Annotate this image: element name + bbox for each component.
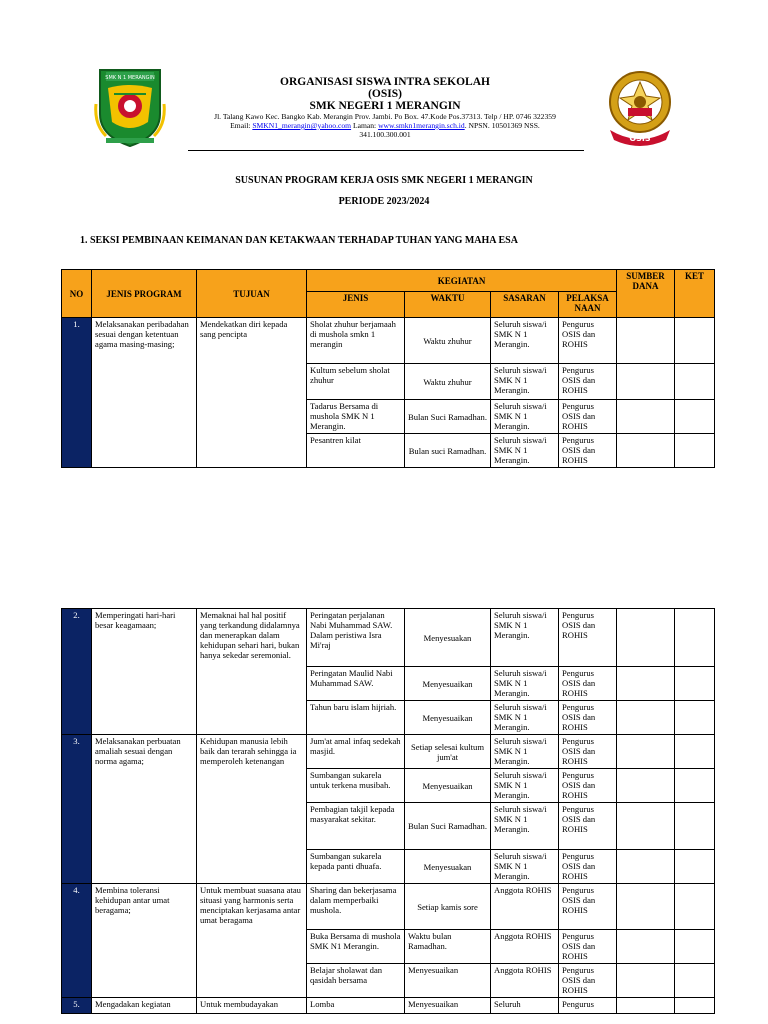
ket-cell: [675, 609, 715, 667]
sasaran-cell: Anggota ROHIS: [491, 930, 559, 964]
tujuan-cell: Untuk membuat suasana atau situasi yang harmonis serta menciptakan kerjasama antar umat beragama: [197, 884, 307, 998]
pelaksana-cell: Pengurus OSIS dan ROHIS: [559, 884, 617, 930]
waktu-cell: Menyesuaikan: [405, 964, 491, 998]
jenis-cell: Jum'at amal infaq sedekah masjid.: [307, 735, 405, 769]
col-sasaran: SASARAN: [491, 292, 559, 318]
sasaran-cell: Seluruh siswa/i SMK N 1 Merangin.: [491, 318, 559, 364]
jenis-cell: Pembagian takjil kepada masyarakat sekitar.: [307, 803, 405, 850]
table-row: [62, 318, 715, 364]
row-number: 3.: [62, 735, 92, 884]
ket-cell: [675, 998, 715, 1014]
document-title: SUSUNAN PROGRAM KERJA OSIS SMK NEGERI 1 MERANGIN: [235, 175, 533, 186]
pelaksana-cell: Pengurus OSIS dan ROHIS: [559, 400, 617, 434]
pelaksana-cell: Pengurus OSIS dan ROHIS: [559, 803, 617, 850]
program-table-page1: [61, 269, 715, 468]
sasaran-cell: Seluruh siswa/i SMK N 1 Merangin.: [491, 667, 559, 701]
tujuan-cell: Untuk membudayakan: [197, 998, 307, 1014]
col-sumber: SUMBER DANA: [617, 270, 675, 318]
sumber-cell: [617, 609, 675, 667]
smkn1-merangin-logo: [92, 64, 168, 148]
jenis-cell: Kultum sebelum sholat zhuhur: [307, 364, 405, 400]
pelaksana-cell: Pengurus OSIS dan ROHIS: [559, 667, 617, 701]
jenis-cell: Tahun baru islam hijriah.: [307, 701, 405, 735]
row-number: 5.: [62, 998, 92, 1014]
col-program: JENIS PROGRAM: [92, 270, 197, 318]
pelaksana-cell: Pengurus OSIS dan ROHIS: [559, 701, 617, 735]
web-label: Laman:: [351, 121, 379, 130]
waktu-cell: Waktu zhuhur: [405, 318, 491, 364]
jenis-cell: Peringatan perjalanan Nabi Muhammad SAW. Dalam peristiwa Isra Mi'raj: [307, 609, 405, 667]
row-number: 4.: [62, 884, 92, 998]
npsn-text: . NPSN. 10501369 NSS.: [464, 121, 540, 130]
table-row: [62, 609, 715, 667]
nss-number: 341.100.300.001: [359, 130, 411, 139]
jenis-cell: Lomba: [307, 998, 405, 1014]
section-heading: 1. SEKSI PEMBINAAN KEIMANAN DAN KETAKWAAN TERHADAP TUHAN YANG MAHA ESA: [80, 235, 518, 246]
osis-logo: [604, 68, 676, 148]
document-period: PERIODE 2023/2024: [338, 196, 430, 207]
sumber-cell: [617, 364, 675, 400]
table-row: [62, 735, 715, 769]
school-address: Jl. Talang Kawo Kec. Bangko Kab. Merangin Prov. Jambi. Po Box. 47.Kode Pos.37313. Telp / HP. 0746 322359: [214, 112, 556, 121]
jenis-cell: Sholat zhuhur berjamaah di mushola smkn 1 merangin: [307, 318, 405, 364]
sasaran-cell: Anggota ROHIS: [491, 884, 559, 930]
osis-name: (OSIS): [368, 88, 402, 100]
col-tujuan: TUJUAN: [197, 270, 307, 318]
jenis-cell: Buka Bersama di mushola SMK N1 Merangin.: [307, 930, 405, 964]
letterhead-divider: [188, 150, 584, 151]
pelaksana-cell: Pengurus OSIS dan ROHIS: [559, 434, 617, 468]
program-cell: Membina toleransi kehidupan antar umat beragama;: [92, 884, 197, 998]
sumber-cell: [617, 930, 675, 964]
waktu-cell: Setiap selesai kultum jum'at: [405, 735, 491, 769]
ket-cell: [675, 364, 715, 400]
program-table-page2: [61, 608, 715, 1014]
pelaksana-cell: Pengurus: [559, 998, 617, 1014]
osis-logo-text: OSIS: [629, 134, 651, 143]
pelaksana-cell: Pengurus OSIS dan ROHIS: [559, 769, 617, 803]
col-kegiatan: KEGIATAN: [307, 270, 617, 292]
ket-cell: [675, 884, 715, 930]
waktu-cell: Menyesuaikan: [405, 667, 491, 701]
sumber-cell: [617, 701, 675, 735]
svg-text:SMK N 1 MERANGIN: SMK N 1 MERANGIN: [105, 75, 155, 81]
pelaksana-cell: Pengurus OSIS dan ROHIS: [559, 364, 617, 400]
tujuan-cell: Memaknai hal hal positif yang terkandung didalamnya dan menerapkan dalam kehidupan sehari hari, bukan hanya sekedar seremonial.: [197, 609, 307, 735]
contact-line: [180, 121, 590, 130]
ket-cell: [675, 318, 715, 364]
col-no: NO: [62, 270, 92, 318]
jenis-cell: Tadarus Bersama di mushola SMK N 1 Merangin.: [307, 400, 405, 434]
sumber-cell: [617, 769, 675, 803]
jenis-cell: Belajar sholawat dan qasidah bersama: [307, 964, 405, 998]
sasaran-cell: Seluruh siswa/i SMK N 1 Merangin.: [491, 850, 559, 884]
row-number: 1.: [62, 318, 92, 468]
email-link[interactable]: SMKN1_merangin@yahoo.com: [252, 121, 352, 130]
jenis-cell: Sumbangan sukarela untuk terkena musibah.: [307, 769, 405, 803]
ket-cell: [675, 735, 715, 769]
sumber-cell: [617, 850, 675, 884]
sumber-cell: [617, 667, 675, 701]
pelaksana-cell: Pengurus OSIS dan ROHIS: [559, 964, 617, 998]
sasaran-cell: Seluruh siswa/i SMK N 1 Merangin.: [491, 609, 559, 667]
program-cell: Mengadakan kegiatan: [92, 998, 197, 1014]
sumber-cell: [617, 803, 675, 850]
jenis-cell: Sumbangan sukarela kepada panti dhuafa.: [307, 850, 405, 884]
table-row: [62, 884, 715, 930]
program-cell: Melaksanakan peribadahan sesuai dengan ketentuan agama masing-masing;: [92, 318, 197, 468]
ket-cell: [675, 930, 715, 964]
org-name: ORGANISASI SISWA INTRA SEKOLAH: [280, 76, 490, 88]
pelaksana-cell: Pengurus OSIS dan ROHIS: [559, 930, 617, 964]
program-cell: Memperingati hari-hari besar keagamaan;: [92, 609, 197, 735]
ket-cell: [675, 667, 715, 701]
sumber-cell: [617, 964, 675, 998]
waktu-cell: Menyesuakan: [405, 609, 491, 667]
waktu-cell: Bulan Suci Ramadhan.: [405, 803, 491, 850]
sasaran-cell: Seluruh siswa/i SMK N 1 Merangin.: [491, 769, 559, 803]
sumber-cell: [617, 434, 675, 468]
waktu-cell: Menyesuaikan: [405, 701, 491, 735]
sasaran-cell: Seluruh siswa/i SMK N 1 Merangin.: [491, 434, 559, 468]
waktu-cell: Menyesuakan: [405, 850, 491, 884]
sasaran-cell: Seluruh siswa/i SMK N 1 Merangin.: [491, 803, 559, 850]
sasaran-cell: Seluruh siswa/i SMK N 1 Merangin.: [491, 701, 559, 735]
pelaksana-cell: Pengurus OSIS dan ROHIS: [559, 850, 617, 884]
pelaksana-cell: Pengurus OSIS dan ROHIS: [559, 318, 617, 364]
col-jenis: JENIS: [307, 292, 405, 318]
web-link[interactable]: www.smkn1merangin.sch.id: [378, 121, 465, 130]
sumber-cell: [617, 318, 675, 364]
ket-cell: [675, 850, 715, 884]
jenis-cell: Sharing dan bekerjasama dalam memperbaiki mushola.: [307, 884, 405, 930]
ket-cell: [675, 769, 715, 803]
sumber-cell: [617, 884, 675, 930]
sumber-cell: [617, 400, 675, 434]
sasaran-cell: Seluruh siswa/i SMK N 1 Merangin.: [491, 364, 559, 400]
pelaksana-cell: Pengurus OSIS dan ROHIS: [559, 609, 617, 667]
sumber-cell: [617, 735, 675, 769]
ket-cell: [675, 803, 715, 850]
tujuan-cell: Mendekatkan diri kepada sang pencipta: [197, 318, 307, 468]
jenis-cell: Pesantren kilat: [307, 434, 405, 468]
sumber-cell: [617, 998, 675, 1014]
table-row: [62, 998, 715, 1014]
waktu-cell: Waktu bulan Ramadhan.: [405, 930, 491, 964]
col-pelaksana: PELAKSA NAAN: [559, 292, 617, 318]
letterhead: [180, 76, 590, 139]
program-cell: Melaksanakan perbuatan amaliah sesuai dengan norma agama;: [92, 735, 197, 884]
school-name: SMK NEGERI 1 MERANGIN: [309, 100, 461, 112]
col-ket: KET: [675, 270, 715, 318]
ket-cell: [675, 701, 715, 735]
sasaran-cell: Seluruh siswa/i SMK N 1 Merangin.: [491, 735, 559, 769]
row-number: 2.: [62, 609, 92, 735]
waktu-cell: Bulan Suci Ramadhan.: [405, 400, 491, 434]
sasaran-cell: Seluruh siswa/i SMK N 1 Merangin.: [491, 400, 559, 434]
jenis-cell: Peringatan Maulid Nabi Muhammad SAW.: [307, 667, 405, 701]
ket-cell: [675, 964, 715, 998]
sasaran-cell: Anggota ROHIS: [491, 964, 559, 998]
waktu-cell: Waktu zhuhur: [405, 364, 491, 400]
tujuan-cell: Kehidupan manusia lebih baik dan terarah sehingga ia memperoleh ketenangan: [197, 735, 307, 884]
sasaran-cell: Seluruh: [491, 998, 559, 1014]
ket-cell: [675, 434, 715, 468]
waktu-cell: Setiap kamis sore: [405, 884, 491, 930]
col-waktu: WAKTU: [405, 292, 491, 318]
pelaksana-cell: Pengurus OSIS dan ROHIS: [559, 735, 617, 769]
waktu-cell: Bulan suci Ramadhan.: [405, 434, 491, 468]
ket-cell: [675, 400, 715, 434]
email-label: Email:: [230, 121, 253, 130]
waktu-cell: Menyesuaikan: [405, 998, 491, 1014]
waktu-cell: Menyesuaikan: [405, 769, 491, 803]
